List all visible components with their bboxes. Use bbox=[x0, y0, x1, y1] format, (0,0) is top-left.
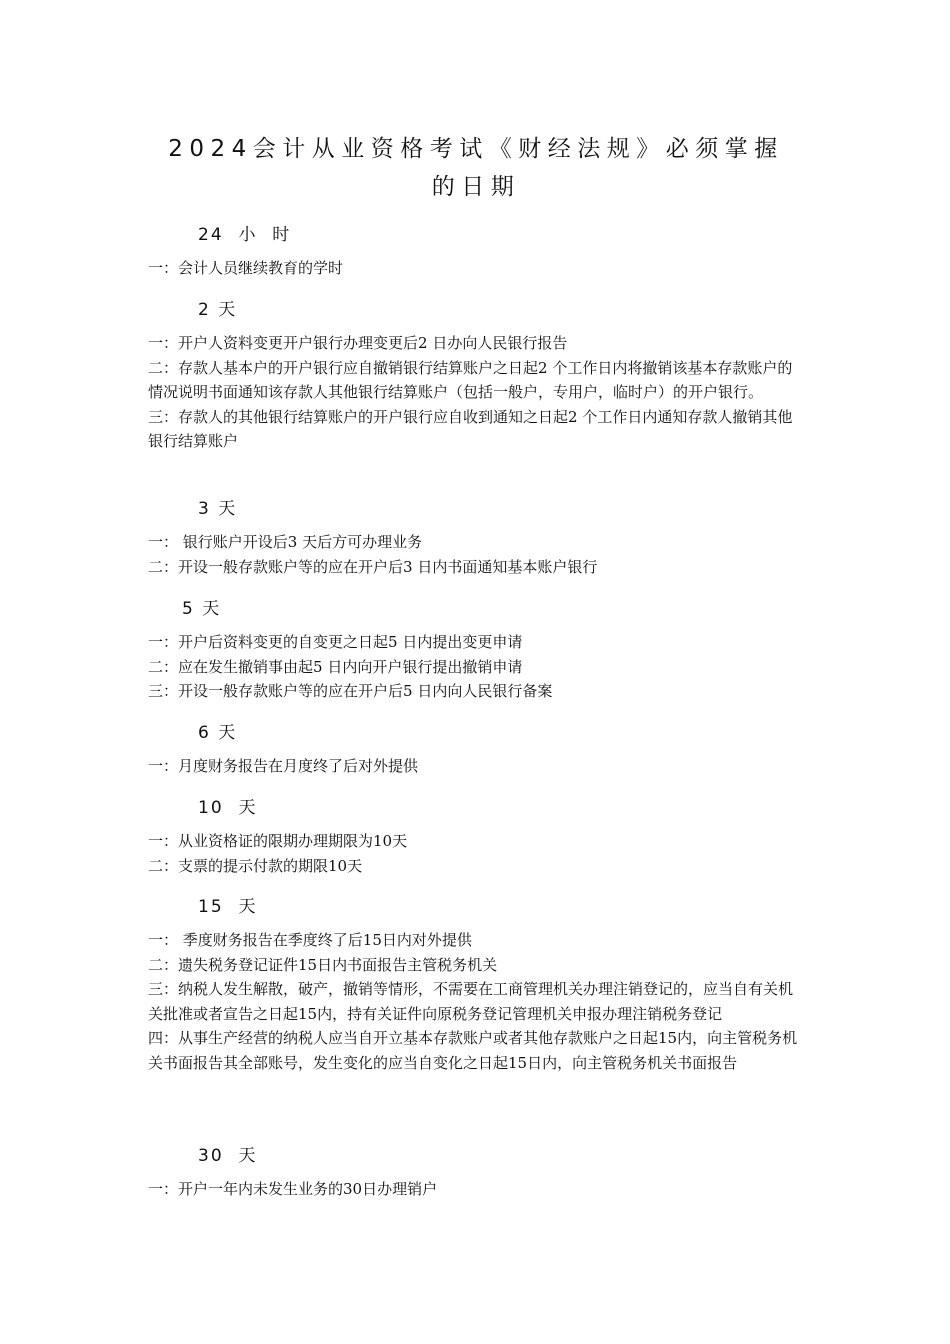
section-15-days bbox=[148, 895, 804, 1075]
section-3-days bbox=[148, 497, 804, 579]
section-heading: 6 天 bbox=[198, 723, 238, 743]
list-item: 一：开户一年内未发生业务的30日办理销户 bbox=[148, 1180, 438, 1198]
section-24-hours bbox=[148, 223, 804, 281]
title-line-1: 2024会计从业资格考试《财经法规》必须掌握 bbox=[168, 136, 784, 162]
list-item: 四：从事生产经营的纳税人应当自开立基本存款账户或者其他存款账户之日起15内，向主管税务机关书面报告其全部账号，发生变化的应当自变化之日起15日内，向主管税务机关书面报告 bbox=[148, 1029, 798, 1072]
list-item: 二：存款人基本户的开户银行应自撤销银行结算账户之日起2 个工作日内将撤销该基本存款账户的情况说明书面通知该存款人其他银行结算账户（包括一般户，专用户，临时户）的开户银行。 bbox=[148, 358, 793, 401]
list-item: 二：支票的提示付款的期限10天 bbox=[148, 856, 363, 875]
section-heading: 30 天 bbox=[198, 1146, 258, 1166]
section-6-days bbox=[148, 721, 804, 779]
list-item: 一：开户后资料变更的自变更之日起5 日内提出变更申请 bbox=[148, 633, 523, 651]
list-item: 一： 季度财务报告在季度终了后15日内对外提供 bbox=[148, 931, 472, 949]
list-item: 三：纳税人发生解散，破产，撤销等情形，不需要在工商管理机关办理注销登记的，应当自有关机关批准或者宣告之日起15内，持有关证件向原税务登记管理机关申报办理注销税务登记 bbox=[148, 980, 794, 1023]
section-heading: 3 天 bbox=[198, 499, 238, 519]
section-2-days bbox=[148, 298, 804, 454]
section-heading: 2 天 bbox=[198, 300, 238, 320]
list-item: 一：开户人资料变更开户银行办理变更后2 日办向人民银行报告 bbox=[148, 334, 568, 352]
section-heading: 5 天 bbox=[182, 599, 222, 619]
list-item: 一： 银行账户开设后3 天后方可办理业务 bbox=[148, 533, 423, 551]
list-item: 二：开设一般存款账户等的应在开户后3 日内书面通知基本账户银行 bbox=[148, 557, 598, 576]
list-item: 二：遗失税务登记证件15日内书面报告主管税务机关 bbox=[148, 955, 498, 974]
list-item: 二：应在发生撤销事由起5 日内向开户银行提出撤销申请 bbox=[148, 657, 523, 676]
title-line-2: 的日期 bbox=[431, 174, 521, 200]
section-30-days bbox=[148, 1144, 804, 1202]
section-heading: 24 小 时 bbox=[198, 225, 292, 245]
list-item: 一：月度财务报告在月度终了后对外提供 bbox=[148, 757, 419, 775]
section-5-days bbox=[148, 597, 804, 704]
list-item: 三：开设一般存款账户等的应在开户后5 日内向人民银行备案 bbox=[148, 682, 553, 700]
section-10-days bbox=[148, 796, 804, 878]
document-title bbox=[148, 130, 804, 206]
section-heading: 15 天 bbox=[198, 897, 258, 917]
section-heading: 10 天 bbox=[198, 798, 258, 818]
list-item: 一：从业资格证的限期办理期限为10天 bbox=[148, 832, 408, 850]
list-item: 一：会计人员继续教育的学时 bbox=[148, 259, 344, 277]
list-item: 三：存款人的其他银行结算账户的开户银行应自收到通知之日起2 个工作日内通知存款人撤销其他银行结算账户 bbox=[148, 407, 793, 450]
